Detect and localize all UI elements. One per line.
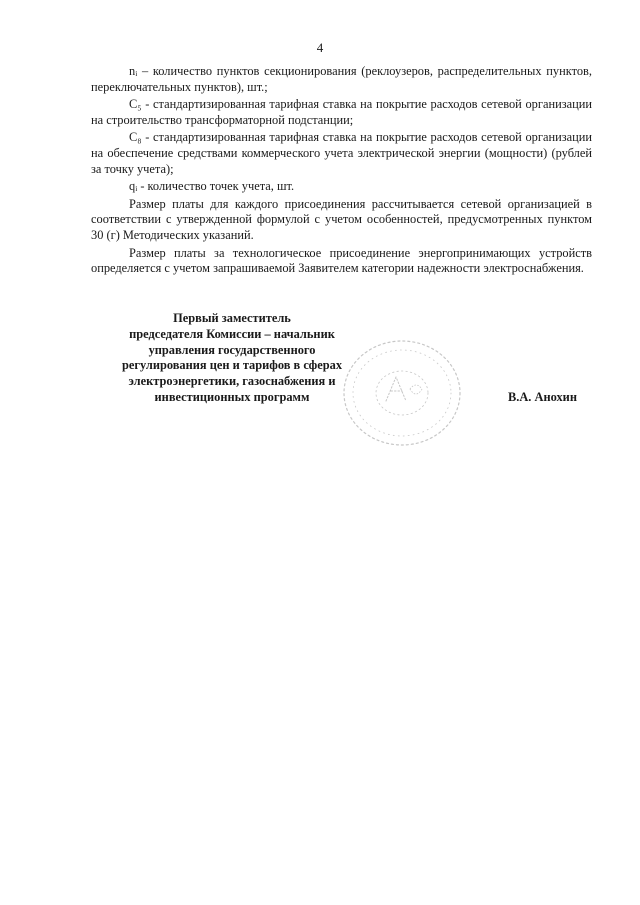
signatory-title	[92, 311, 372, 406]
document-body	[91, 64, 592, 277]
official-seal-icon	[336, 331, 466, 451]
signatory-title-line: Первый заместитель	[173, 311, 291, 325]
paragraph-fee-reliability: Размер платы за технологическое присоединение энергопринимающих устройств определяется с учетом запрашиваемой Заявителем категории надежности электроснабжения.	[91, 245, 592, 276]
signatory-title-line: управления государственного	[148, 342, 316, 357]
signatory-title-line: регулирования цен и тарифов в сферах	[121, 358, 343, 373]
signatory-title-line: председателя Комиссии – начальник	[129, 326, 335, 341]
paragraph-c5: C₅ - стандартизированная тарифная ставка на покрытие расходов сетевой организации на строительство трансформаторной подстанции;	[91, 97, 592, 127]
signatory-title-line: инвестиционных программ	[154, 389, 310, 404]
paragraph-n-i: nᵢ – количество пунктов секционирования (реклоузеров, распределительных пунктов, переключательных пунктов), шт.;	[91, 64, 592, 94]
paragraph-c8: C₈ - стандартизированная тарифная ставка на покрытие расходов сетевой организации на обеспечение средствами коммерческого учета электрической энергии (мощности) (рублей за точку учета);	[91, 130, 592, 176]
signatory-title-line: электроэнергетики, газоснабжения и	[128, 374, 336, 389]
signatory-name: В.А. Анохин	[508, 390, 577, 404]
paragraph-fee-calculation: Размер платы для каждого присоединения рассчитывается сетевой организацией в соответствии с утвержденной формулой с учетом особенностей, предусмотренных пунктом 30 (г) Методических указаний.	[91, 196, 592, 242]
paragraph-q-i: qᵢ - количество точек учета, шт.	[129, 179, 295, 194]
page-number: 4	[316, 40, 324, 55]
